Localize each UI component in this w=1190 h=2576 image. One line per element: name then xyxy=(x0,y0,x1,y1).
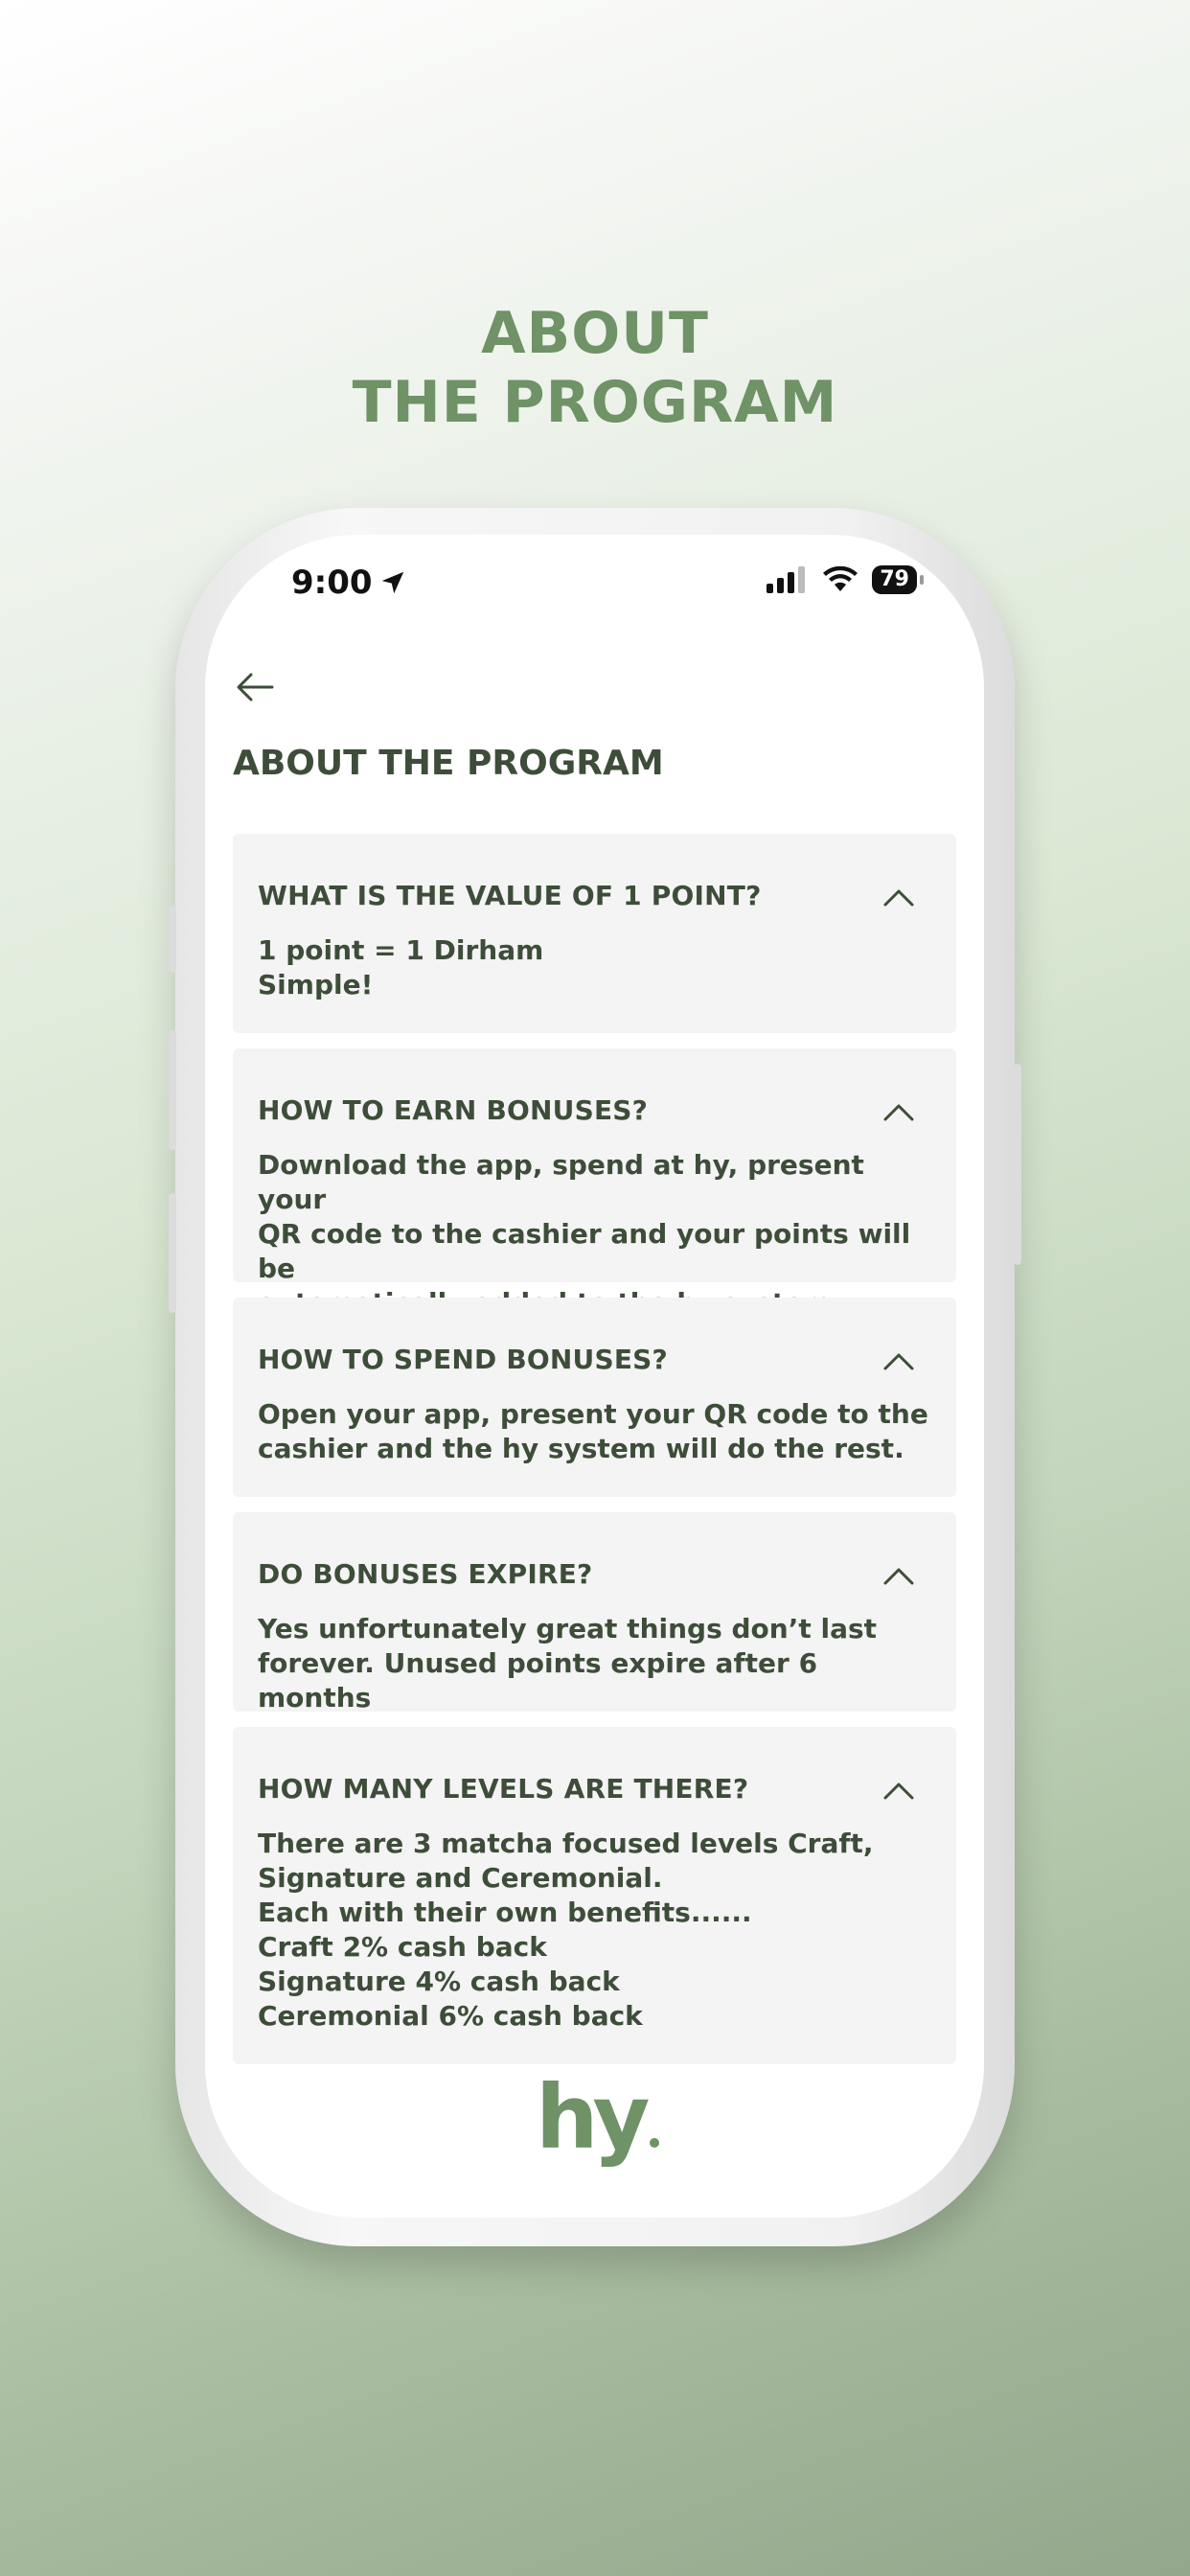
faq-item[interactable] xyxy=(233,1512,956,1712)
faq-item[interactable] xyxy=(233,1727,956,2064)
page-title: ABOUT THE PROGRAM xyxy=(233,744,664,783)
status-time xyxy=(291,564,407,602)
arrow-left-icon[interactable] xyxy=(232,663,280,711)
status-icons xyxy=(767,565,917,594)
brand-logo-text: hy xyxy=(536,2066,645,2169)
faq-item[interactable] xyxy=(233,834,956,1033)
brand-logo xyxy=(536,2066,659,2169)
faq-item[interactable] xyxy=(233,1048,956,1282)
hero-title xyxy=(0,299,1190,437)
chevron-up-icon[interactable] xyxy=(881,1100,916,1123)
faq-question[interactable]: HOW TO EARN BONUSES? xyxy=(258,1094,649,1126)
faq-answer: There are 3 matcha focused levels Craft, Signature and Ceremonial. Each with their own benefits...... Craft 2% cash back Signature 4% cash back Ceremonial 6% cash back xyxy=(258,1828,874,2032)
status-time-text: 9:00 xyxy=(291,564,373,602)
chevron-up-icon[interactable] xyxy=(881,1564,916,1587)
phone-side-button-left xyxy=(169,1193,176,1313)
hero-title-line-1: ABOUT xyxy=(481,300,709,367)
chevron-up-icon[interactable] xyxy=(881,1349,916,1372)
faq-question[interactable]: HOW TO SPEND BONUSES? xyxy=(258,1344,668,1375)
faq-answer: 1 point = 1 Dirham Simple! xyxy=(258,934,544,1000)
faq-answer: Open your app, present your QR code to the cashier and the hy system will do the rest. xyxy=(258,1398,928,1464)
app-screen xyxy=(205,535,984,2218)
battery-icon: 79 xyxy=(872,565,917,594)
faq-item[interactable] xyxy=(233,1298,956,1497)
chevron-up-icon[interactable] xyxy=(881,1779,916,1802)
brand-logo-dot xyxy=(650,2138,659,2148)
faq-answer: Yes unfortunately great things don’t last forever. Unused points expire after 6 months xyxy=(258,1613,878,1714)
phone-side-button-left xyxy=(169,1030,176,1150)
faq-question[interactable]: DO BONUSES EXPIRE? xyxy=(258,1558,593,1590)
wifi-icon xyxy=(822,566,858,593)
chevron-up-icon[interactable] xyxy=(881,886,916,908)
phone-side-button-left xyxy=(169,906,176,973)
location-arrow-icon xyxy=(378,568,407,597)
phone-side-button-right xyxy=(1014,1064,1021,1265)
cellular-signal-icon xyxy=(767,566,809,593)
hero-title-line-2: THE PROGRAM xyxy=(352,369,838,436)
faq-question[interactable]: HOW MANY LEVELS ARE THERE? xyxy=(258,1773,749,1805)
faq-question[interactable]: WHAT IS THE VALUE OF 1 POINT? xyxy=(258,880,762,911)
faq-answer: Download the app, spend at hy, present your QR code to the cashier and your points will be xyxy=(258,1149,911,1284)
